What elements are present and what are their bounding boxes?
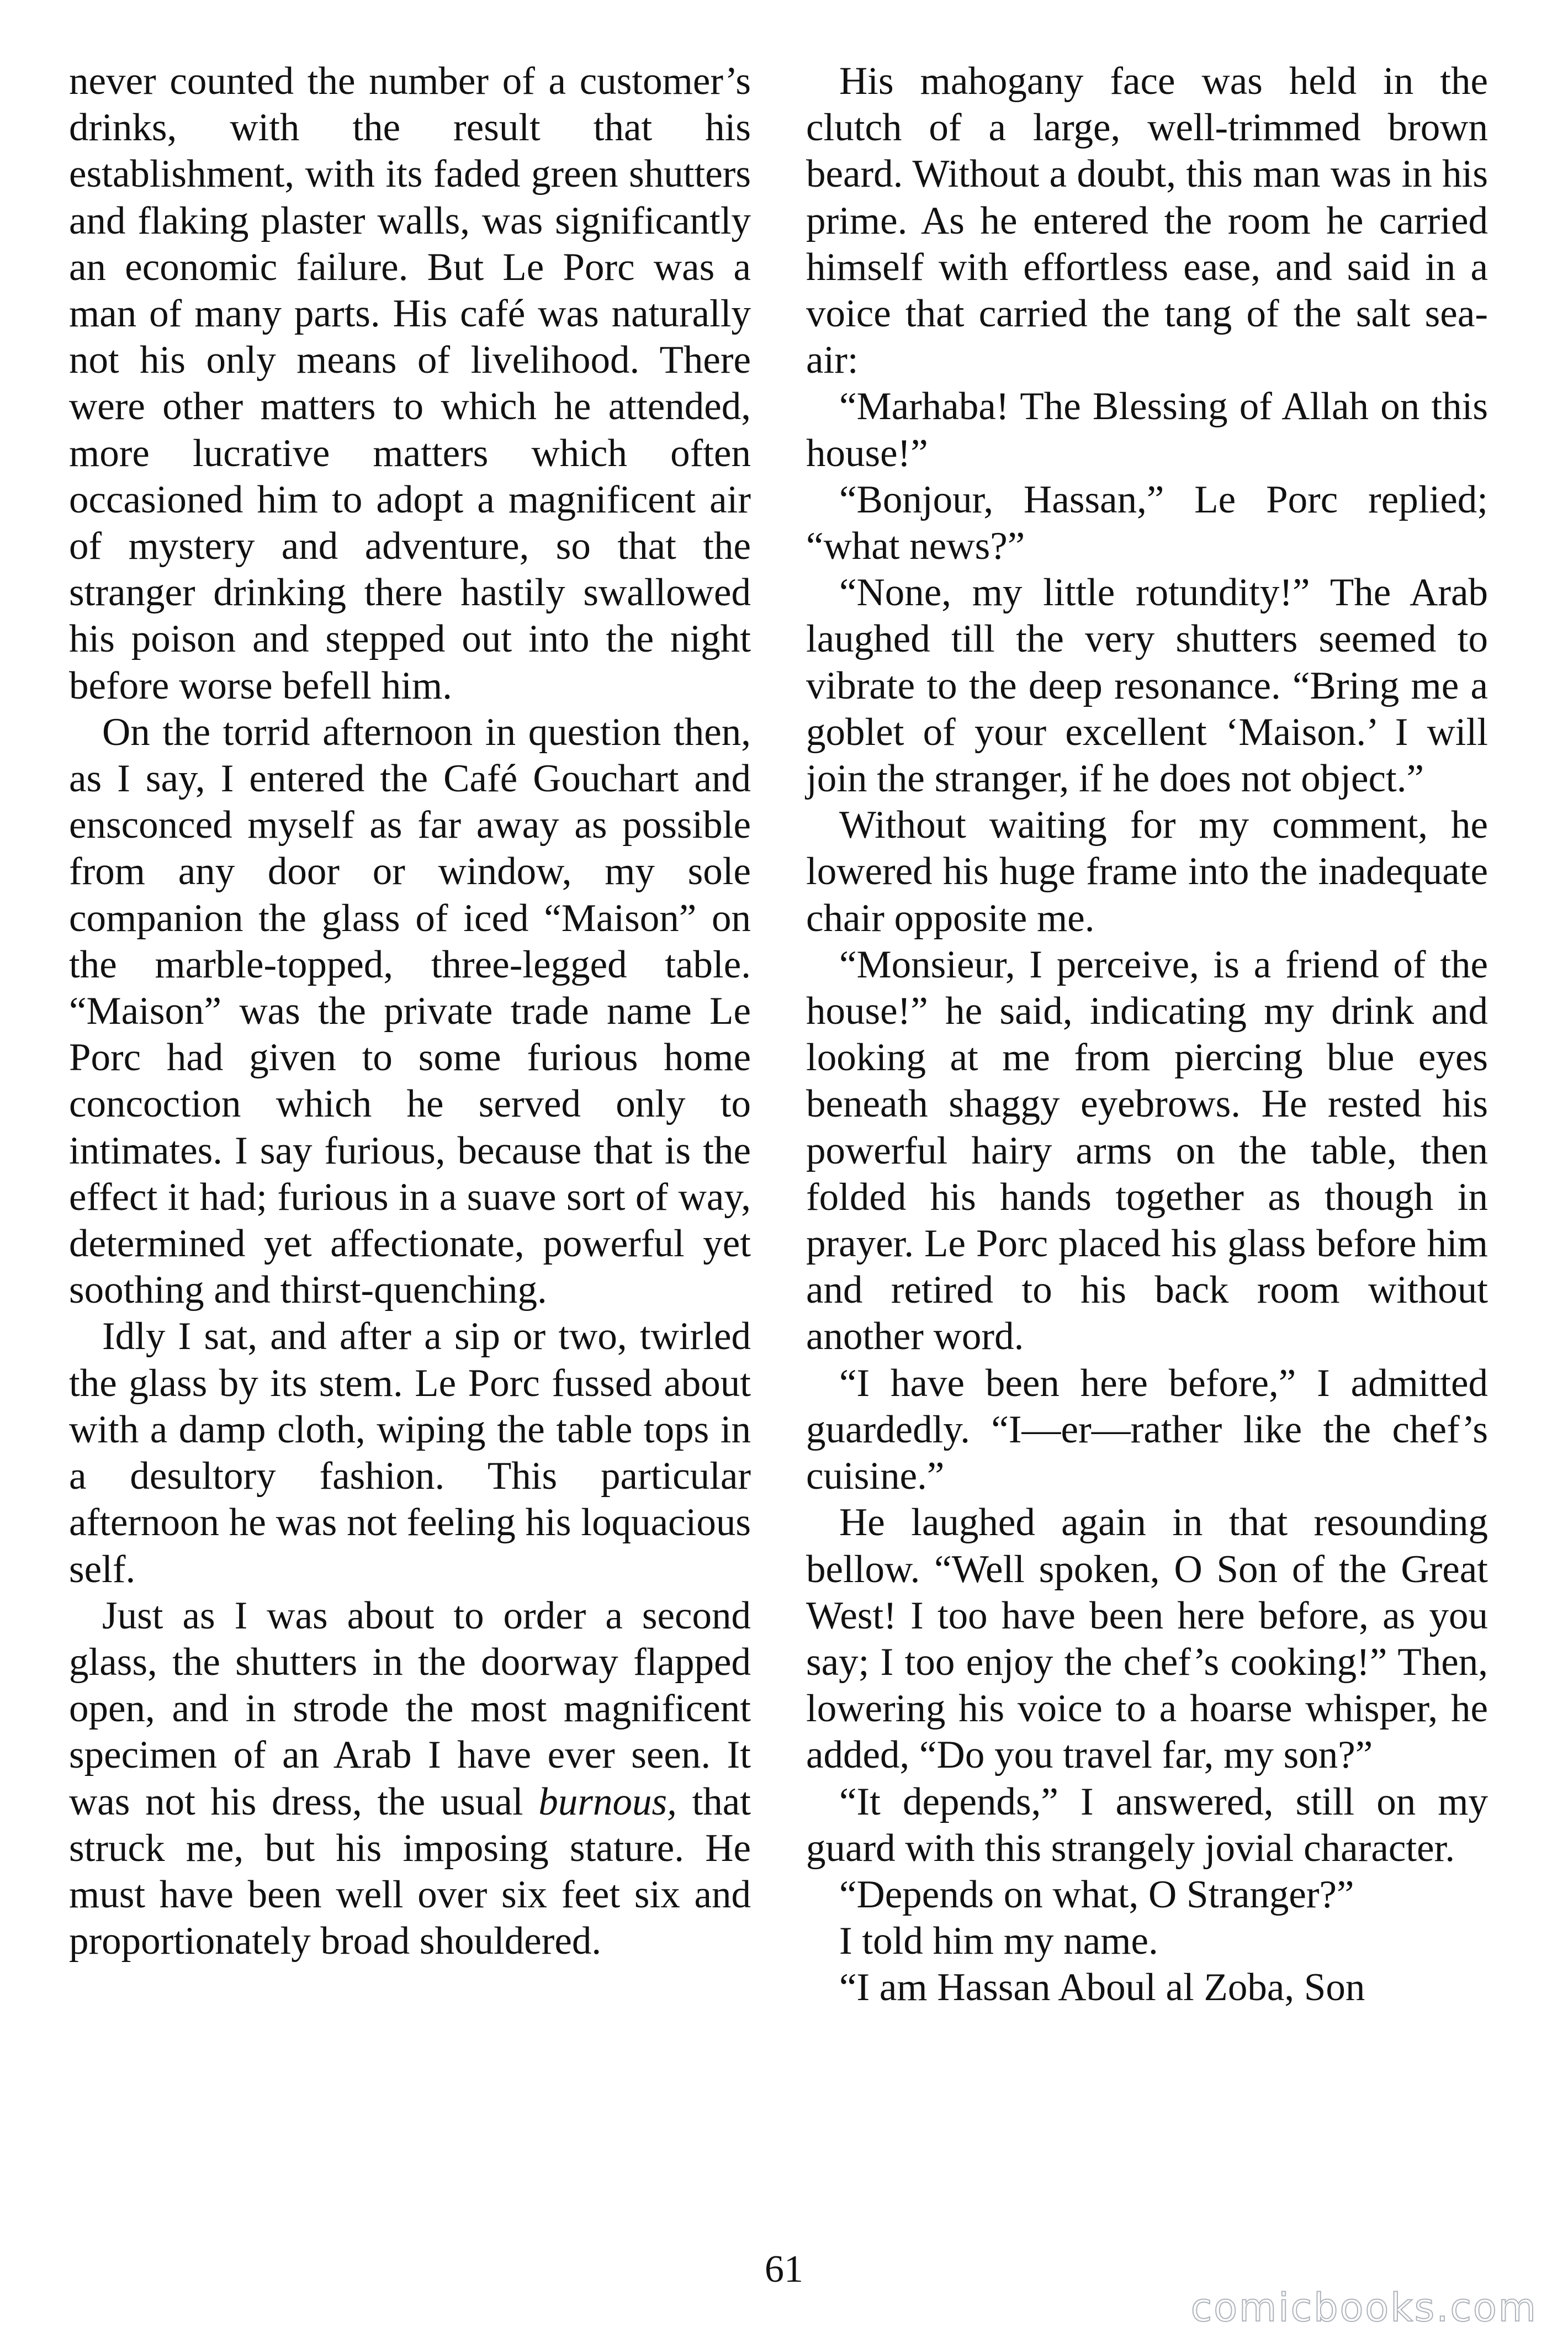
paragraph-text: Just as I was about to order a second glass, the shutters in the doorway flapped open, and in strode the most magnificent specimen of an Arab I have ever seen. It was not his dress, the usual xyxy=(69,1594,751,1823)
paragraph: “I have been here before,” I admitted guardedly. “I—er—rather like the chef’s cuisine.” xyxy=(806,1361,1488,1498)
paragraph: Without waiting for my comment, he lowered his huge frame into the inadequate chair opposite me. xyxy=(806,803,1488,940)
italic-term: burnous, xyxy=(538,1780,677,1823)
paragraph xyxy=(69,1593,751,1965)
left-column xyxy=(69,58,751,1964)
paragraph: “None, my little rotundity!” The Arab laughed till the very shutters seemed to vibrate to the deep resonance. “Bring me a goblet of your excellent ‘Maison.’ I will join the stranger, if he does not object.” xyxy=(806,571,1488,801)
paragraph: His mahogany face was held in the clutch of a large, well-trimmed brown beard. Without a doubt, this man was in his prime. As he entered the room he carried himself with effortless ease, and said in a voice that carried the tang of the salt seaair: xyxy=(806,60,1488,382)
paragraph: I told him my name. xyxy=(839,1919,1158,1963)
paragraph: never counted the number of a customer’s drinks, with the result that his establishment, with its faded green shutters and flaking plaster walls, was significantly an economic failure. But Le Porc was a man of many parts. His café was naturally not his only means of livelihood. There were other matters to which he attended, more lucrative matters which often occasioned him to adopt a magnificent air of mystery and adventure, so that the stranger drinking there hastily swallowed his poison and stepped out into the night before worse befell him. xyxy=(69,60,751,707)
paragraph: “Depends on what, O Stranger?” xyxy=(839,1873,1354,1916)
paragraph: “Marhaba! The Blessing of Allah on this house!” xyxy=(806,385,1488,475)
paragraph: “Monsieur, I perceive, is a friend of the house!” he said, indicating my drink and looking at me from piercing blue eyes beneath shaggy eyebrows. He rested his powerful hairy arms on the table, then folded his hands together as though in prayer. Le Porc placed his glass before him and retired to his back room without another word. xyxy=(806,943,1488,1358)
watermark: comicbooks.com xyxy=(1190,2285,1538,2330)
page-number: 61 xyxy=(765,2248,803,2291)
paragraph: Idly I sat, and after a sip or two, twirled the glass by its stem. Le Porc fussed about with a damp cloth, wiping the table tops in a desultory fashion. This particular afternoon he was not feeling his loquacious self. xyxy=(69,1315,751,1591)
paragraph-text: that struck me, but his imposing stature. He must have been well over six feet six and proportionately broad shouldered. xyxy=(69,1780,751,1963)
paragraph: He laughed again in that resounding bellow. “Well spoken, O Son of the Great West! I too have been here before, as you say; I too enjoy the chef’s cooking!” Then, lowering his voice to a hoarse whisper, he added, “Do you travel far, my son?” xyxy=(806,1501,1488,1777)
paragraph: On the torrid afternoon in question then, as I say, I entered the Café Gouchart and ensconced myself as far away as possible from any door or window, my sole companion the glass of iced “Maison” on the marble-topped, three-legged table. “Maison” was the private trade name Le Porc had given to some furious home concoction which he served only to intimates. I say furious, because that is the effect it had; furious in a suave sort of way, determined yet affectionate, powerful yet soothing and thirst-quenching. xyxy=(69,710,751,1312)
paragraph: “I am Hassan Aboul al Zoba, Son xyxy=(839,1966,1365,2009)
right-column xyxy=(806,58,1488,2011)
paragraph: “It depends,” I answered, still on my guard with this strangely jovial character. xyxy=(806,1780,1488,1870)
paragraph: “Bonjour, Hassan,” Le Porc replied; “what news?” xyxy=(806,478,1488,568)
